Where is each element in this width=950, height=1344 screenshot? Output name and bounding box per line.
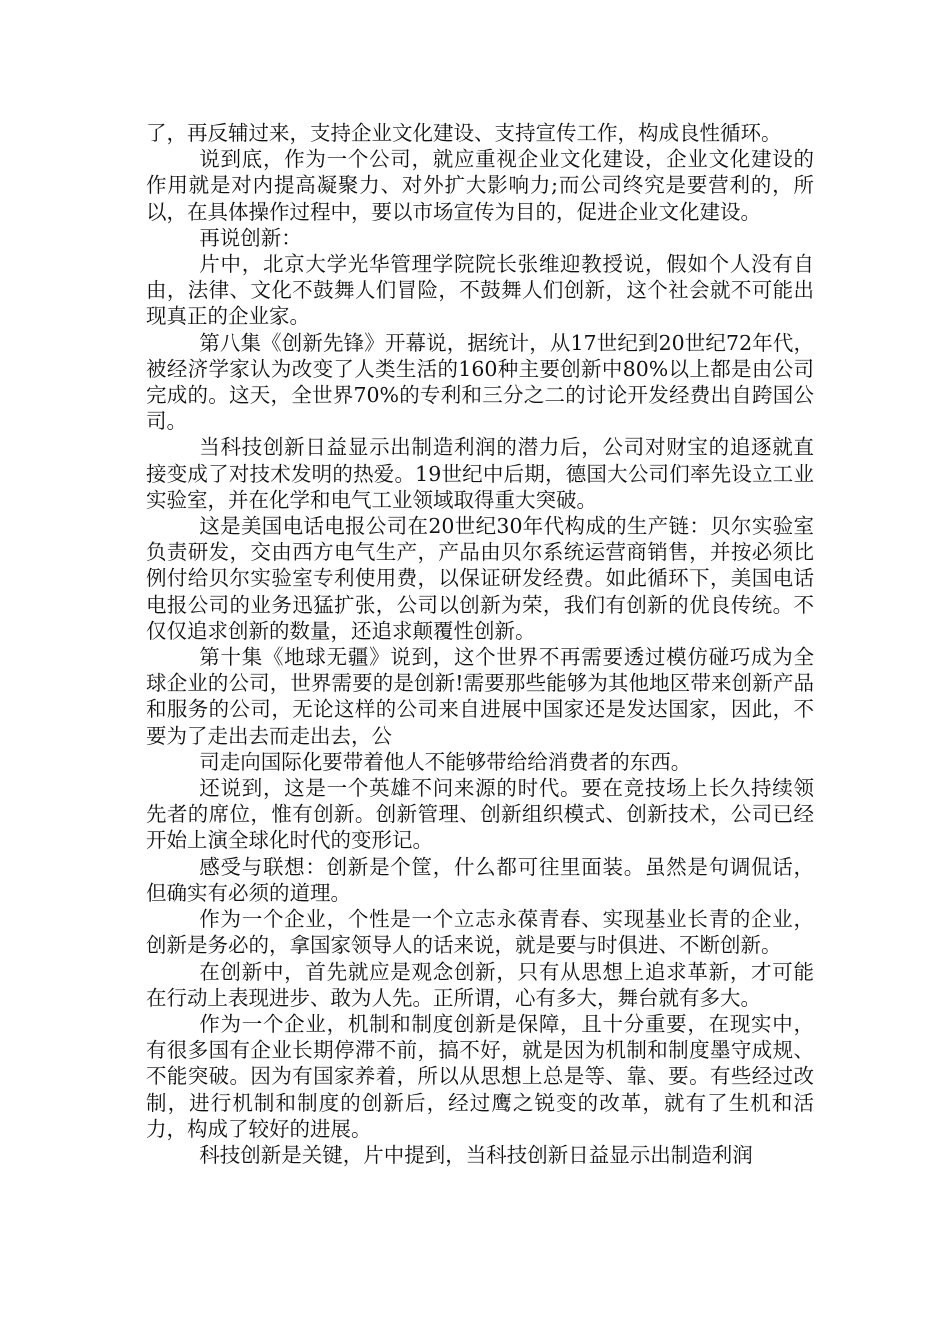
paragraph: 在创新中，首先就应是观念创新，只有从思想上追求革新，才可能在行动上表现进步、敢为人先。正所谓，心有多大，舞台就有多大。 (146, 959, 814, 1010)
paragraph: 这是美国电话电报公司在20世纪30年代构成的生产链：贝尔实验室负责研发，交由西方电气生产，产品由贝尔系统运营商销售，并按必须比例付给贝尔实验室专利使用费，以保证研发经费。如此循环下，美国电话电报公司的业务迅猛扩张，公司以创新为荣，我们有创新的优良传统。不仅仅追求创新的数量，还追求颠覆性创新。 (146, 514, 814, 643)
paragraph: 作为一个企业，机制和制度创新是保障，且十分重要，在现实中，有很多国有企业长期停滞不前，搞不好，就是因为机制和制度墨守成规、不能突破。因为有国家养着，所以从思想上总是等、靠、要。有些经过改制，进行机制和制度的创新后，经过鹰之锐变的改革，就有了生机和活力，构成了较好的进展。 (146, 1011, 814, 1141)
paragraph: 科技创新是关键，片中提到，当科技创新日益显示出制造利润 (199, 1142, 753, 1167)
paragraph: 片中，北京大学光华管理学院院长张维迎教授说，假如个人没有自由，法律、文化不鼓舞人们冒险，不鼓舞人们创新，这个社会就不可能出现真正的企业家。 (146, 252, 814, 329)
paragraph: 当科技创新日益显示出制造利润的潜力后，公司对财宝的追逐就直接变成了对技术发明的热爱。19世纪中后期，德国大公司们率先设立工业实验室，并在化学和电气工业领域取得重大突破。 (146, 435, 814, 512)
paragraph: 感受与联想：创新是个筐，什么都可往里面装。虽然是句调侃话，但确实有必须的道理。 (146, 854, 814, 905)
paragraph: 司走向国际化要带着他人不能够带给给消费者的东西。 (199, 749, 692, 774)
paragraph: 了，再反辅过来，支持企业文化建设、支持宣传工作，构成良性循环。 (146, 121, 782, 145)
paragraph: 第十集《地球无疆》说到，这个世界不再需要透过模仿碰巧成为全球企业的公司，世界需要的是创新!需要那些能够为其他地区带来创新产品和服务的公司，无论这样的公司来自进展中国家还是发达国家，因此，不要为了走出去而走出去，公 (146, 645, 814, 748)
document-body (146, 120, 814, 1168)
paragraph: 还说到，这是一个英雄不问来源的时代。要在竞技场上长久持续领先者的席位，惟有创新。创新管理、创新组织模式、创新技术，公司已经开始上演全球化时代的变形记。 (146, 776, 814, 853)
paragraph: 第八集《创新先锋》开幕说，据统计，从17世纪到20世纪72年代，被经济学家认为改变了人类生活的160种主要创新中80%以上都是由公司完成的。这天，全世界70%的专利和三分之二的讨论开发经费出自跨国公司。 (146, 330, 814, 434)
paragraph: 作为一个企业，个性是一个立志永葆青春、实现基业长青的企业，创新是务必的，拿国家领导人的话来说，就是要与时俱进、不断创新。 (146, 907, 814, 958)
paragraph: 说到底，作为一个公司，就应重视企业文化建设，企业文化建设的作用就是对内提高凝聚力、对外扩大影响力;而公司终究是要营利的，所以，在具体操作过程中，要以市场宣传为目的，促进企业文化建设。 (146, 147, 814, 224)
paragraph: 再说创新： (199, 225, 302, 250)
